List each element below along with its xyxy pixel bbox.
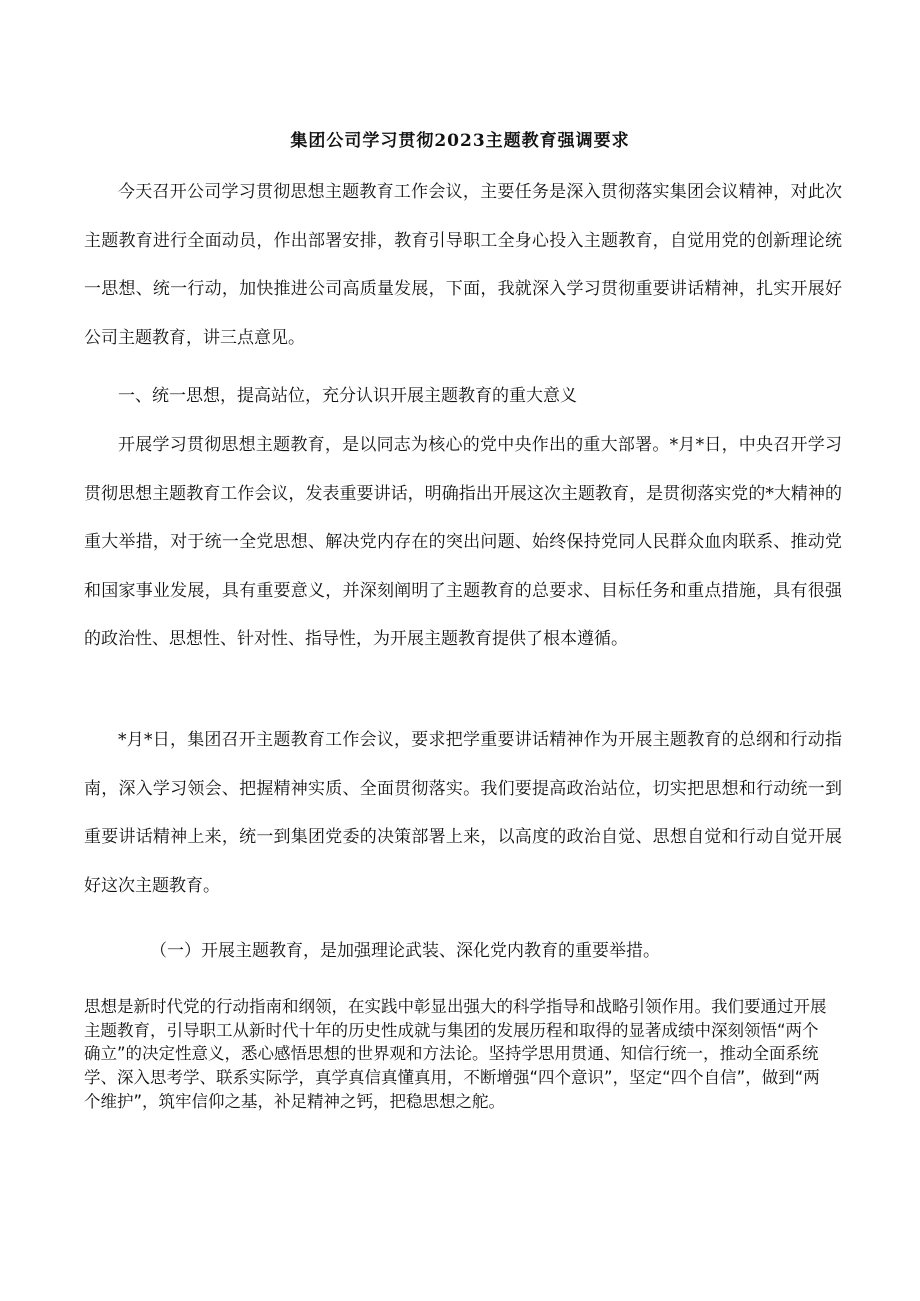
subsection-heading-one: （一）开展主题教育，是加强理论武装、深化党内教育的重要举措。 (150, 941, 660, 961)
group-meeting-paragraph: *月*日，集团召开主题教育工作会议，要求把学重要讲话精神作为开展主题教育的总纲和行动指南，深入学习领会、把握精神实质、全面贯彻落实。我们要提高政治站位，切实把思想和行动统一到重要讲话精神上来，统一到集团党委的决策部署上来，以高度的政治自觉、思想自觉和行动自觉开展好这次主题教育。 (84, 730, 842, 896)
central-deployment-paragraph: 开展学习贯彻思想主题教育，是以同志为核心的党中央作出的重大部署。*月*日，中央召开学习贯彻思想主题教育工作会议，发表重要讲话，明确指出开展这次主题教育，是贯彻落实党的*大精神的重大举措，对于统一全党思想、解决党内存在的突出问题、始终保持党同人民群众血肉联系、推动党和国家事业发展，具有重要意义，并深刻阐明了主题教育的总要求、目标任务和重点措施，具有很强的政治性、思想性、针对性、指导性，为开展主题教育提供了根本遵循。 (84, 435, 842, 650)
thought-guidance-paragraph: 思想是新时代党的行动指南和纲领，在实践中彰显出强大的科学指导和战略引领作用。我们要通过开展主题教育，引导职工从新时代十年的历史性成就与集团的发展历程和取得的显著成绩中深刻领悟“两个确立”的决定性意义，悉心感悟思想的世界观和方法论。坚持学思用贯通、知信行统一，推动全面系统学、深入思考学、联系实际学，真学真信真懂真用，不断增强“四个意识”，坚定“四个自信”，做到“两个维护”，筑牢信仰之基，补足精神之钙，把稳思想之舵。 (84, 997, 827, 1111)
intro-paragraph: 今天召开公司学习贯彻思想主题教育工作会议，主要任务是深入贯彻落实集团会议精神，对此次主题教育进行全面动员，作出部署安排，教育引导职工全身心投入主题教育，自觉用党的创新理论统一思想、统一行动，加快推进公司高质量发展，下面，我就深入学习贯彻重要讲话精神，扎实开展好公司主题教育，讲三点意见。 (84, 182, 842, 348)
section-heading-one: 一、统一思想，提高站位，充分认识开展主题教育的重大意义 (118, 386, 577, 406)
document-title: 集团公司学习贯彻2023主题教育强调要求 (290, 131, 630, 151)
